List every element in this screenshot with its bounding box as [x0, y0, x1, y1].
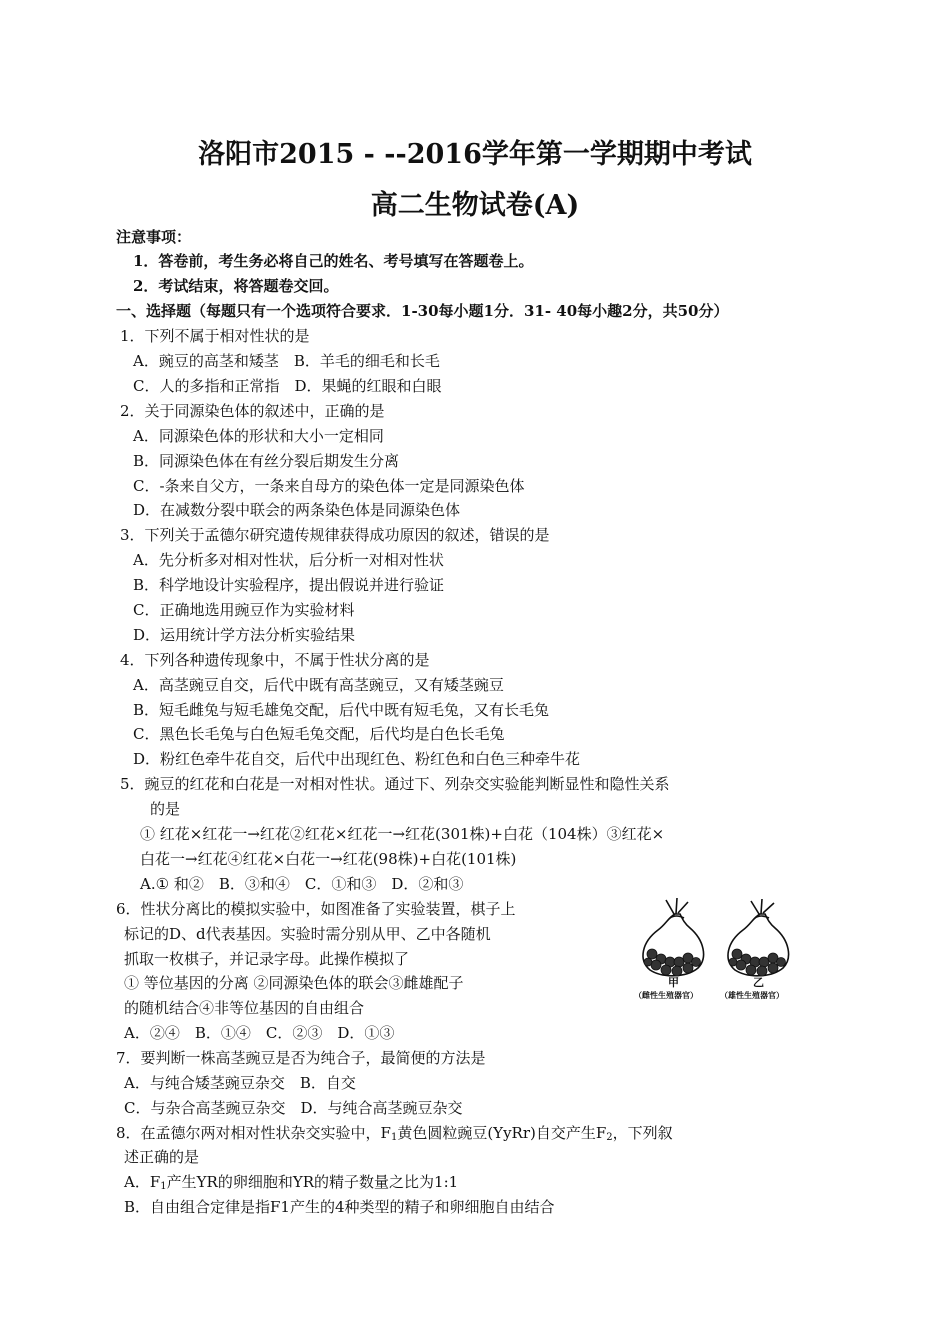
q8-subscript: 1 [390, 1132, 398, 1143]
question-option: A．豌豆的高茎和矮茎 B．羊毛的细毛和长毛 [133, 352, 440, 370]
q8-subscript: 1 [160, 1181, 167, 1192]
question-option: A．同源染色体的形状和大小一定相同 [133, 427, 384, 445]
cross-list: ① 红花×红花一→红花②红花×红花一→红花(301株)+白花（104株）③红花× [140, 825, 665, 843]
question-stem-cont: 述正确的是 [124, 1148, 200, 1166]
bag-figure [628, 888, 803, 1006]
q8-option-part: 产生YR的卵细胞和YR的精子数量之比为1:1 [166, 1173, 459, 1191]
question-option: B．同源染色体在有丝分裂后期发生分离 [133, 452, 400, 470]
q8-option-part: A．F [124, 1173, 161, 1191]
question-stem [116, 1123, 673, 1143]
q8-stem-part: 黄色圆粒豌豆(YyRr)自交产生F [397, 1124, 607, 1142]
question-stem: 2．关于同源染色体的叙述中，正确的是 [120, 402, 385, 420]
question-stem: 4．下列各种遗传现象中，不属于性状分离的是 [120, 651, 430, 669]
question-option: D．运用统计学方法分析实验结果 [133, 626, 356, 644]
question-stem-cont: 抓取一枚棋子，并记录字母。此操作模拟了 [124, 950, 410, 968]
bag-yi-icon [728, 899, 789, 976]
question-stem: 1．下列不属于相对性状的是 [120, 327, 310, 345]
question-stem-cont: 的随机结合④非等位基因的自由组合 [124, 999, 365, 1017]
q8-stem-part: ，下列叙 [612, 1124, 673, 1142]
q8-subscript: 2 [606, 1132, 613, 1143]
question-option: C．正确地选用豌豆作为实验材料 [133, 601, 355, 619]
cross-list: 白花一→红花④红花×白花一→红花(98株)+白花(101株) [140, 850, 517, 868]
question-option: C．黑色长毛兔与白色短毛兔交配，后代均是白色长毛兔 [133, 725, 505, 743]
question-stem: 6．性状分离比的模拟实验中，如图准备了实验装置，棋子上 [116, 900, 516, 918]
question-stem: 5．豌豆的红花和白花是一对相对性状。通过下、列杂交实验能判断显性和隐性关系 [120, 775, 670, 793]
notes-heading: 注意事项： [116, 228, 192, 246]
bag-jia-icon [643, 898, 704, 976]
question-stem: 3．下列关于孟德尔研究遗传规律获得成功原因的叙述，错误的是 [120, 526, 550, 544]
question-stem-cont: 标记的D、d代表基因。实验时需分别从甲、乙中各随机 [124, 925, 491, 943]
question-stem-cont: ① 等位基因的分离 ②同源染色体的联会③雌雄配子 [124, 974, 464, 992]
question-option: B．短毛雌兔与短毛雄兔交配，后代中既有短毛兔，又有长毛兔 [133, 701, 550, 719]
question-option: A．②④ B．①④ C．②③ D．①③ [124, 1024, 395, 1042]
exam-title: 洛阳市2015 - --2016学年第一学期期中考试 [198, 139, 752, 170]
question-option: C．与杂合高茎豌豆杂交 D．与纯合高茎豌豆杂交 [124, 1099, 463, 1117]
exam-subtitle: 高二生物试卷(A) [370, 190, 580, 221]
question-option: D．在减数分裂中联会的两条染色体是同源染色体 [133, 501, 461, 519]
question-option: C．-条来自父方，一条来自母方的染色体一定是同源染色体 [133, 477, 525, 495]
question-stem-cont: 的是 [150, 800, 181, 818]
question-option [124, 1172, 458, 1192]
section-heading: 一、选择题（每题只有一个选项符合要求．1-30每小题1分．31- 40每小趣2分，共50分） [116, 302, 729, 320]
question-stem: 7．要判断一株高茎豌豆是否为纯合子，最简便的方法是 [116, 1049, 486, 1067]
notes-item: 1．答卷前，考生务必将自己的姓名、考号填写在答题卷上。 [133, 252, 534, 270]
notes-item: 2．考试结束，将答题卷交回。 [133, 277, 339, 295]
bag-jia-label: 甲 [668, 976, 679, 989]
bag-illustration [628, 888, 803, 1006]
q8-stem-part: 8．在孟德尔两对相对性状杂交实验中，F [116, 1124, 391, 1142]
question-option: B．科学地设计实验程序，提出假说并进行验证 [133, 576, 445, 594]
question-option: B．自由组合定律是指F1产生的4种类型的精子和卵细胞自由结合 [124, 1198, 555, 1216]
bag-yi-label: 乙 [753, 976, 764, 989]
question-option: A.① 和② B．③和④ C．①和③ D．②和③ [140, 875, 464, 893]
bag-jia-caption: （雌性生殖器官） [634, 990, 698, 1000]
question-option: A．先分析多对相对性状，后分析一对相对性状 [133, 551, 444, 569]
question-option: A．高茎豌豆自交，后代中既有高茎豌豆，又有矮茎豌豆 [133, 676, 504, 694]
question-option: D．粉红色牵牛花自交，后代中出现红色、粉红色和白色三种牵牛花 [133, 750, 581, 768]
question-option: A．与纯合矮茎豌豆杂交 B．自交 [124, 1074, 356, 1092]
question-option: C．人的多指和正常指 D．果蝇的红眼和白眼 [133, 377, 442, 395]
bag-yi-caption: （雄性生殖器官） [720, 990, 784, 1000]
